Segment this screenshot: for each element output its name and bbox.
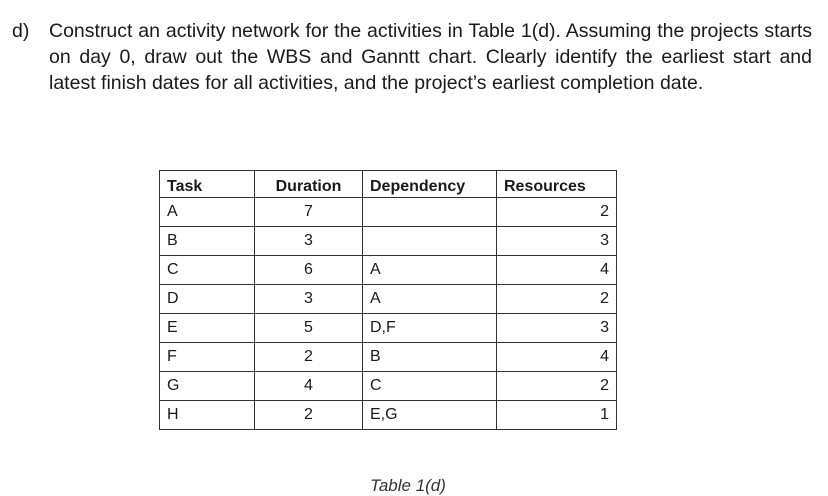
- dependency-cell: E,G: [363, 401, 497, 430]
- dependency-cell: [363, 227, 497, 256]
- task-cell: A: [160, 198, 255, 227]
- header-dependency: Dependency: [363, 171, 497, 198]
- task-cell: B: [160, 227, 255, 256]
- table-row: [160, 256, 617, 285]
- task-cell: H: [160, 401, 255, 430]
- table-row: [160, 372, 617, 401]
- task-cell: F: [160, 343, 255, 372]
- resources-cell: 4: [497, 343, 617, 372]
- table-row: [160, 401, 617, 430]
- resources-cell: 3: [497, 227, 617, 256]
- dependency-cell: [363, 198, 497, 227]
- table-row: [160, 343, 617, 372]
- resources-cell: 3: [497, 314, 617, 343]
- table-caption: Table 1(d): [370, 476, 446, 495]
- task-table: [159, 170, 617, 430]
- resources-cell: 4: [497, 256, 617, 285]
- table-row: [160, 227, 617, 256]
- duration-cell: 6: [255, 256, 363, 285]
- resources-cell: 2: [497, 372, 617, 401]
- task-cell: E: [160, 314, 255, 343]
- resources-cell: 2: [497, 285, 617, 314]
- task-cell: G: [160, 372, 255, 401]
- resources-cell: 1: [497, 401, 617, 430]
- duration-cell: 4: [255, 372, 363, 401]
- header-duration: Duration: [255, 171, 363, 198]
- header-task: Task: [160, 171, 255, 198]
- duration-cell: 7: [255, 198, 363, 227]
- dependency-cell: A: [363, 285, 497, 314]
- duration-cell: 3: [255, 285, 363, 314]
- task-cell: D: [160, 285, 255, 314]
- table-header-row: [160, 171, 617, 198]
- duration-cell: 2: [255, 343, 363, 372]
- dependency-cell: C: [363, 372, 497, 401]
- header-resources: Resources: [497, 171, 617, 198]
- dependency-cell: B: [363, 343, 497, 372]
- dependency-cell: D,F: [363, 314, 497, 343]
- resources-cell: 2: [497, 198, 617, 227]
- question-marker: d): [12, 20, 30, 42]
- duration-cell: 5: [255, 314, 363, 343]
- question-text: Construct an activity network for the activities in Table 1(d). Assuming the projects starts on day 0, draw out the WBS and Ganntt chart. Clearly identify the earliest start and latest finish dates for all activities, and the project’s earliest completion date.: [49, 20, 812, 94]
- table-row: [160, 314, 617, 343]
- task-cell: C: [160, 256, 255, 285]
- duration-cell: 2: [255, 401, 363, 430]
- question-block: [12, 18, 812, 96]
- table-row: [160, 198, 617, 227]
- table-row: [160, 285, 617, 314]
- duration-cell: 3: [255, 227, 363, 256]
- dependency-cell: A: [363, 256, 497, 285]
